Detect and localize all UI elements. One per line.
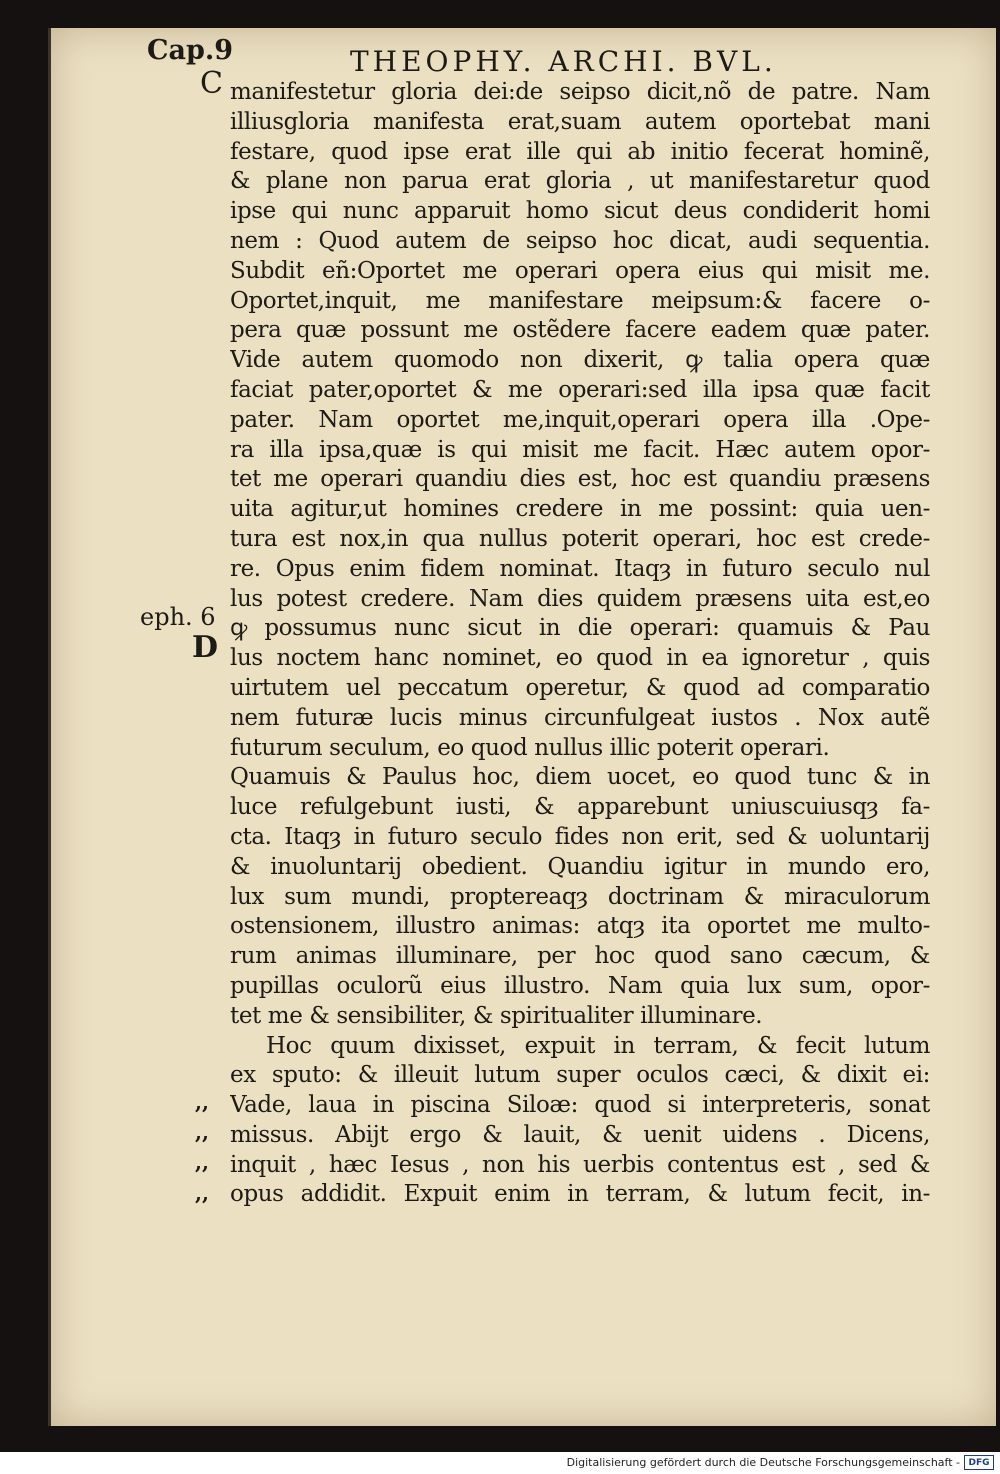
text-line: manifestetur gloria dei:de seipso dicit,nõ de patre. Nam [230, 79, 930, 105]
text-line: ꝙ possumus nunc sicut in die operari: quamuis & Pau [230, 615, 930, 642]
text-line: pera quæ possunt me ostẽdere facere eadem quæ pater. [230, 317, 930, 344]
text-line: re. Opus enim fidem nominat. Itaqȝ in futuro seculo nul [230, 555, 930, 582]
margin-section-letter-d: D [192, 630, 219, 665]
text-line: tet me operari quandiu dies est, hoc est quandiu præsens [230, 466, 930, 493]
text-line: Quamuis & Paulus hoc, diem uocet, eo quod tunc & in [230, 764, 930, 791]
dfg-logo: DFG [964, 1455, 994, 1470]
text-line: pupillas oculorũ eius illustro. Nam quia lux sum, opor- [230, 972, 930, 999]
text-line: missus. Abijt ergo & lauit, & uenit uidens . Dicens, [230, 1121, 930, 1148]
text-line: uirtutem uel peccatum operetur, & quod ad comparatio [230, 674, 930, 701]
body-text [230, 78, 930, 1210]
text-line: lux sum mundi, proptereaqȝ doctrinam & miraculorum [230, 883, 930, 910]
text-line: tet me & sensibiliter, & spiritualiter illuminare. [230, 1002, 763, 1029]
text-line: cta. Itaqȝ in futuro seculo fides non erit, sed & uoluntarij [230, 823, 930, 850]
text-line: luce refulgebunt iusti, & apparebunt uniuscuiusqȝ fa- [230, 794, 930, 821]
text-line: Vide autem quomodo non dixerit, ꝙ talia opera quæ [230, 347, 930, 374]
text-line: ostensionem, illustro animas: atqȝ ita oportet me multo- [230, 913, 930, 940]
text-line: lus potest credere. Nam dies quidem præsens uita est,eo [230, 585, 930, 612]
text-line: futurum seculum, eo quod nullus illic poterit operari. [230, 734, 830, 761]
text-line: lus noctem hanc nominet, eo quod in ea ignoretur , quis [230, 645, 930, 672]
margin-quote-mark: ,, [195, 1120, 209, 1144]
text-line: Subdit eñ:Oportet me operari opera eius qui misit me. [230, 257, 930, 284]
margin-section-letter-c: C [200, 66, 223, 101]
margin-quote-mark: ,, [195, 1150, 209, 1174]
text-line: Hoc quum dixisset, expuit in terram, & fecit lutum [266, 1032, 930, 1059]
footer-bar [0, 1452, 1000, 1474]
text-line: Oportet,inquit, me manifestare meipsum:& facere o- [230, 287, 930, 314]
text-line: rum animas illuminare, per hoc quod sano cæcum, & [230, 943, 930, 970]
text-line: Vade, laua in piscina Siloæ: quod si interpreteris, sonat [230, 1092, 930, 1119]
text-line: & inuoluntarij obedient. Quandiu igitur in mundo ero, [230, 853, 930, 880]
footer-credit: Digitalisierung gefördert durch die Deutsche Forschungsgemeinschaft - [566, 1456, 960, 1469]
text-line: nem futuræ lucis minus circunfulgeat iustos . Nox autẽ [230, 704, 930, 731]
text-line: nem : Quod autem de seipso hoc dicat, audi sequentia. [230, 227, 930, 254]
text-line: tura est nox,in qua nullus poterit operari, hoc est crede- [230, 525, 930, 552]
margin-quote-mark: ,, [195, 1181, 209, 1205]
text-line: faciat pater,oportet & me operari:sed illa ipsa quæ facit [230, 376, 930, 403]
text-line: festare, quod ipse erat ille qui ab initio fecerat hominẽ, [230, 138, 930, 165]
running-head: THEOPHY. ARCHI. BVL. [350, 45, 777, 78]
margin-quote-mark: ,, [195, 1090, 209, 1114]
text-line: ra illa ipsa,quæ is qui misit me facit. Hæc autem opor- [230, 436, 930, 463]
text-line: ex sputo: & illeuit lutum super oculos cæci, & dixit ei: [230, 1062, 930, 1089]
margin-reference: eph. 6 [140, 603, 216, 631]
text-line: pater. Nam oportet me,inquit,operari opera illa .Ope- [230, 406, 930, 433]
text-line: & plane non parua erat gloria , ut manifestaretur quod [230, 168, 930, 195]
text-line: inquit , hæc Iesus , non his uerbis contentus est , sed & [230, 1151, 930, 1178]
text-line: uita agitur,ut homines credere in me possint: quia uen- [230, 496, 930, 523]
text-line: ipse qui nunc apparuit homo sicut deus condiderit homi [230, 198, 930, 225]
chapter-label: Cap.9 [147, 35, 234, 66]
text-line: opus addidit. Expuit enim in terram, & lutum fecit, in- [230, 1181, 930, 1208]
text-line: illiusgloria manifesta erat,suam autem oportebat mani [230, 108, 930, 135]
